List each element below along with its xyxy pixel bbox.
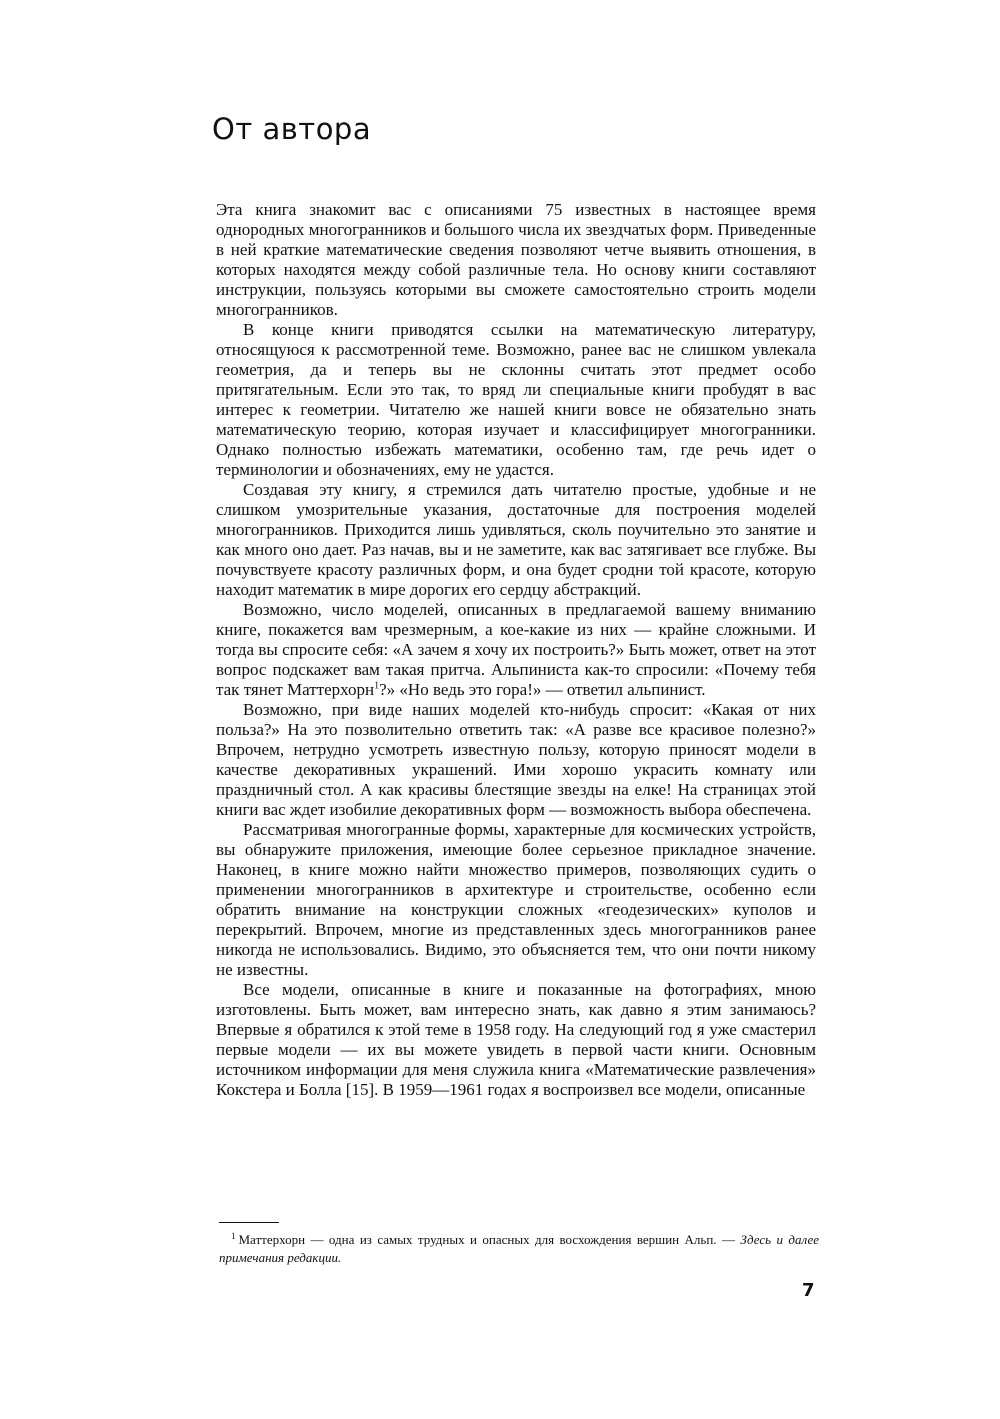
paragraph-2: В конце книги приводятся ссылки на математическую литературу, относящуюся к рассмотренной теме. Возможно, ранее вас не слишком увлекала геометрия, да и теперь вы не склонны считать этот предмет особо притягательным. Если это так, то вряд ли специальные книги пробудят в вас интерес к геометрии. Читателю же нашей книги вовсе не обязательно знать математическую теорию, которая изучает и классифицирует многогранники. Однако полностью избежать математики, особенно там, где речь идет о терминологии и обозначениях, ему не удастся.	[216, 320, 816, 479]
paragraph-1: Эта книга знакомит вас с описаниями 75 известных в настоящее время однородных многогранников и большого числа их звездчатых форм. Приведенные в ней краткие математические сведения позволяют четче выявить отношения, в которых находятся между собой различные тела. Но основу книги составляют инструкции, пользуясь которыми вы сможете самостоятельно строить модели многогранников.	[216, 200, 816, 319]
footnote	[219, 1231, 819, 1267]
paragraph-7: Все модели, описанные в книге и показанные на фотографиях, мною изготовлены. Быть может, вам интересно знать, как давно я этим занимаюсь? Впервые я обратился к этой теме в 1958 году. На следующий год я уже смастерил первые модели — их вы можете увидеть в первой части книги. Основным источником информации для меня служила книга «Математические развлечения» Кокстера и Болла [15]. В 1959—1961 годах я воспроизвел все модели, описанные	[216, 980, 816, 1099]
chapter-heading: От автора	[212, 112, 372, 146]
footnote-text: Маттерхорн — одна из самых трудных и опасных для восхождения вершин Альп. —	[238, 1232, 735, 1247]
paragraph-4-tail: ?» «Но ведь это гора!» — ответил альпинист.	[379, 680, 706, 699]
paragraph-4-text: Возможно, число моделей, описанных в предлагаемой вашему вниманию книге, покажется вам чрезмерным, а кое-какие из них — крайне сложными. И тогда вы спросите себя: «А зачем я хочу их построить?» Быть может, ответ на этот вопрос подскажет вам такая притча. Альпиниста как-то спросили: «Почему тебя так тянет Маттерхорн	[216, 600, 816, 699]
body-text	[216, 200, 816, 1100]
footnote-reference[interactable]: 1	[374, 680, 380, 692]
paragraph-3: Создавая эту книгу, я стремился дать читателю простые, удобные и не слишком умозрительные указания, достаточные для построения моделей многогранников. Приходится лишь удивляться, сколь поучительно это занятие и как много оно дает. Раз начав, вы и не заметите, как вас затягивает все глубже. Вы почувствуете красоту различных форм, и она будет сродни той красоте, которую находит математик в мире дорогих его сердцу абстракций.	[216, 480, 816, 599]
footnote-editorial-note: Здесь и далее примечания редакции.	[219, 1232, 819, 1265]
page-number: 7	[802, 1280, 815, 1301]
paragraph-4	[216, 600, 816, 700]
footnote-divider	[219, 1222, 279, 1223]
paragraph-5: Возможно, при виде наших моделей кто-нибудь спросит: «Какая от них польза?» На это позволительно ответить так: «А разве все красивое полезно?» Впрочем, нетрудно усмотреть известную пользу, которую приносят модели в качестве декоративных украшений. Ими хорошо украсить комнату или праздничный стол. А как красивы блестящие звезды на елке! На страницах этой книги вас ждет изобилие декоративных форм — возможность выбора обеспечена.	[216, 700, 816, 819]
paragraph-6: Рассматривая многогранные формы, характерные для космических устройств, вы обнаружите приложения, имеющие более серьезное прикладное значение. Наконец, в книге можно найти множество примеров, позволяющих судить о применении многогранников в архитектуре и строительстве, особенно если обратить внимание на конструкции сложных «геодезических» куполов и перекрытий. Впрочем, многие из представленных здесь многогранников ранее никогда не использовались. Видимо, это объясняется тем, что они почти никому не известны.	[216, 820, 816, 979]
footnote-marker: 1	[231, 1230, 236, 1241]
